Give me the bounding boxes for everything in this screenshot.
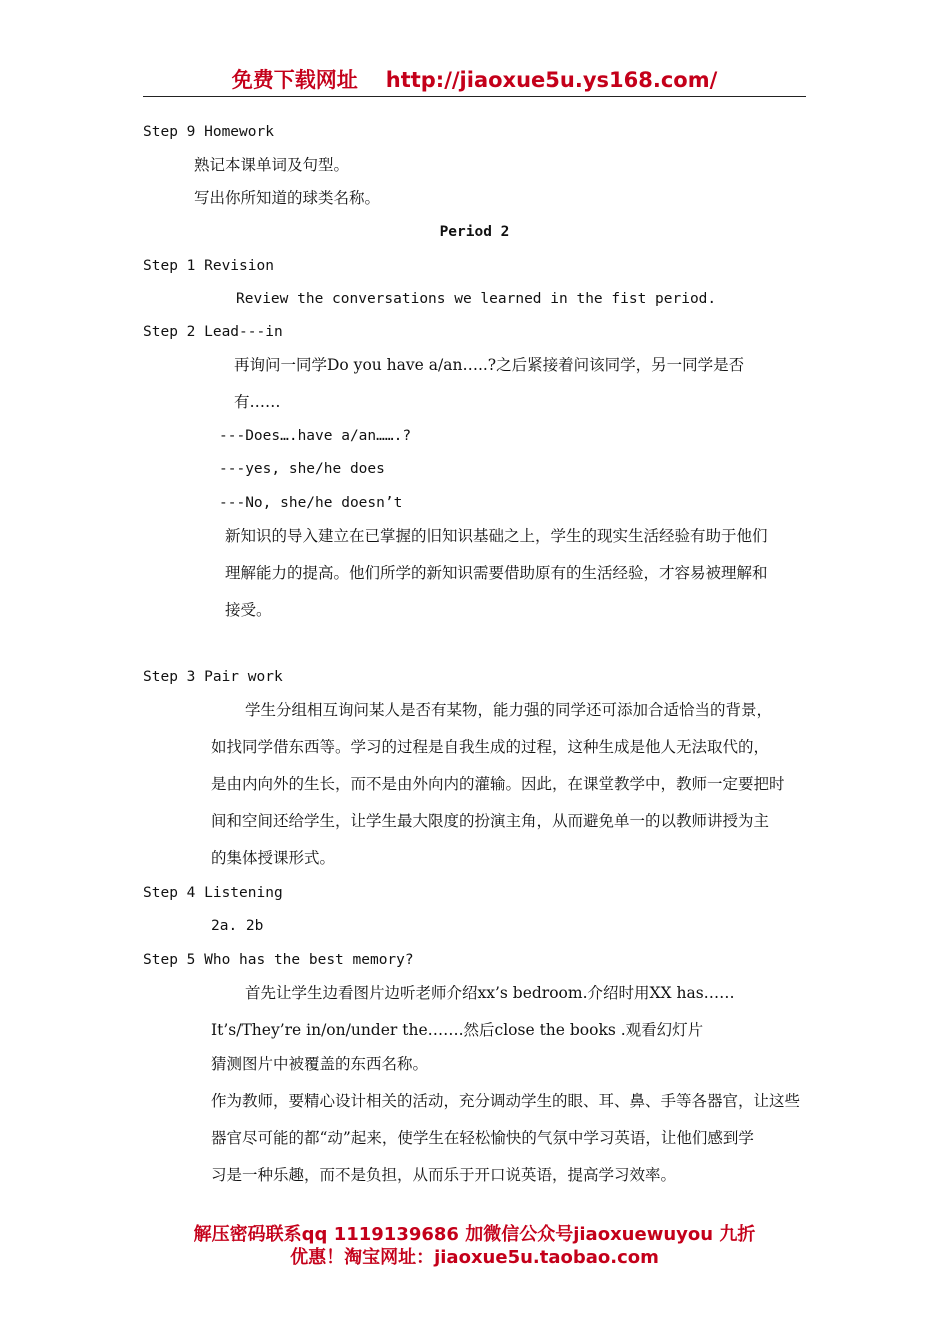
step9-title: Step 9 Homework	[143, 124, 274, 140]
header-url[interactable]: http://jiaoxue5u.ys168.com/	[385, 68, 718, 92]
step5-line-1: 首先让学生边看图片边听老师介绍xx’s bedroom.介绍时用XX has……	[245, 984, 735, 1002]
step2-note-3: 接受。	[225, 601, 272, 619]
step3-title: Step 3 Pair work	[143, 669, 283, 685]
step1-text: Review the conversations we learned in the fist period.	[236, 291, 717, 307]
footer-line-2: 优惠！淘宝网址：jiaoxue5u.taobao.com	[290, 1247, 659, 1268]
step3-line-3: 是由内向外的生长，而不是由外向内的灌输。因此，在课堂教学中，教师一定要把时	[211, 775, 785, 793]
step2-dialog-1: ---Does….have a/an…….?	[219, 428, 412, 444]
step3-line-5: 的集体授课形式。	[211, 849, 336, 867]
step2-title: Step 2 Lead---in	[143, 324, 283, 340]
step2-note-1: 新知识的导入建立在已掌握的旧知识基础之上，学生的现实生活经验有助于他们	[225, 527, 768, 545]
step2-note-2: 理解能力的提高。他们所学的新知识需要借助原有的生活经验，才容易被理解和	[225, 564, 768, 582]
header-site-name: 免费下载网址	[231, 68, 358, 92]
step3-line-4: 间和空间还给学生，让学生最大限度的扮演主角，从而避免单一的以教师讲授为主	[211, 812, 770, 830]
step4-title: Step 4 Listening	[143, 885, 283, 901]
step1-title: Step 1 Revision	[143, 258, 274, 274]
step4-text: 2a. 2b	[211, 918, 264, 934]
period2-title: Period 2	[439, 224, 510, 240]
step2-intro-2: 有……	[234, 393, 281, 411]
step2-dialog-2: ---yes, she/he does	[219, 461, 385, 477]
step5-line-2: It’s/They’re in/on/under the…….然后close the books .观看幻灯片	[211, 1021, 704, 1039]
step2-intro-1: 再询问一同学Do you have a/an…..?之后紧接着问该同学，另一同学是否	[234, 356, 745, 374]
step5-line-3: 猜测图片中被覆盖的东西名称。	[211, 1055, 429, 1073]
step9-line-1: 熟记本课单词及句型。	[194, 156, 350, 174]
step9-line-2: 写出你所知道的球类名称。	[194, 189, 381, 207]
step5-title: Step 5 Who has the best memory?	[143, 952, 414, 968]
step2-dialog-3: ---No, she/he doesn’t	[219, 495, 403, 511]
step5-line-6: 习是一种乐趣，而不是负担，从而乐于开口说英语，提高学习效率。	[211, 1166, 677, 1184]
step3-line-1: 学生分组相互询问某人是否有某物，能力强的同学还可添加合适恰当的背景，	[245, 701, 773, 719]
footer-line-1: 解压密码联系qq 1119139686 加微信公众号jiaoxuewuyou 九折	[193, 1224, 756, 1245]
page-header	[143, 66, 806, 97]
step3-line-2: 如找同学借东西等。学习的过程是自我生成的过程，这种生成是他人无法取代的，	[211, 738, 770, 756]
step5-line-5: 器官尽可能的都“动”起来，使学生在轻松愉快的气氛中学习英语，让他们感到学	[211, 1129, 754, 1147]
step5-line-4: 作为教师，要精心设计相关的活动，充分调动学生的眼、耳、鼻、手等各器官，让这些	[211, 1092, 801, 1110]
